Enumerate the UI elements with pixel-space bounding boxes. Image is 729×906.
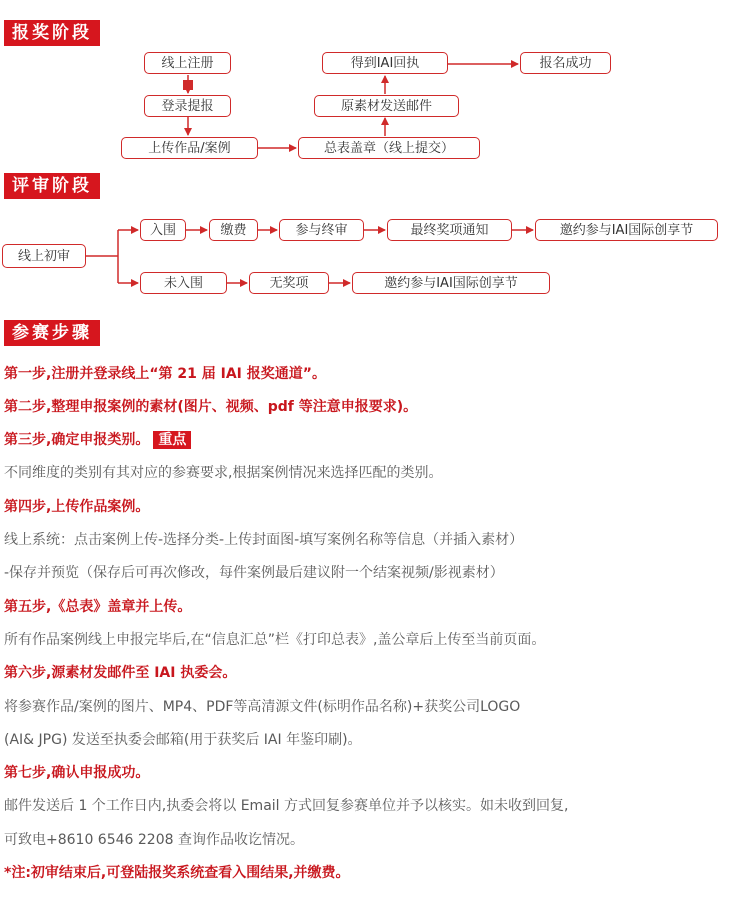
step-5: 第五步,《总表》盖章并上传。 bbox=[4, 599, 192, 615]
step-7-desc-2: 可致电+8610 6546 2208 查询作品收讫情况。 bbox=[4, 832, 304, 848]
node-summary-stamp: 总表盖章（线上提交） bbox=[298, 137, 480, 159]
node-pay-fee: 缴费 bbox=[209, 219, 258, 241]
step-1: 第一步,注册并登录线上“第 21 届 IAI 报奖通道”。 bbox=[4, 366, 326, 382]
node-invite-1: 邀约参与IAI国际创享节 bbox=[535, 219, 718, 241]
node-online-first-review: 线上初审 bbox=[2, 244, 86, 268]
step-4: 第四步,上传作品案例。 bbox=[4, 499, 150, 515]
step-3-text: 第三步,确定申报类别。 bbox=[4, 432, 150, 448]
step-6-desc-2: (AI& JPG) 发送至执委会邮箱(用于获奖后 IAI 年鉴印刷)。 bbox=[4, 732, 362, 748]
step-6-desc-1: 将参赛作品/案例的图片、MP4、PDF等高清源文件(标明作品名称)+获奖公司LOGO bbox=[4, 699, 521, 715]
node-receipt: 得到IAI回执 bbox=[322, 52, 448, 74]
note: *注:初审结束后,可登陆报奖系统查看入围结果,并缴费。 bbox=[4, 865, 350, 881]
section-header-steps: 参赛步骤 bbox=[4, 320, 100, 346]
step-7-desc-1: 邮件发送后 1 个工作日内,执委会将以 Email 方式回复参赛单位并予以核实。如未收到回复, bbox=[4, 798, 569, 814]
node-not-shortlisted: 未入围 bbox=[140, 272, 227, 294]
section-header-award: 报奖阶段 bbox=[4, 20, 100, 46]
step-4-desc-2: -保存并预览（保存后可再次修改，每件案例最后建议附一个结案视频/影视素材） bbox=[4, 565, 504, 581]
step-5-desc: 所有作品案例线上申报完毕后,在“信息汇总”栏《打印总表》,盖公章后上传至当前页面。 bbox=[4, 632, 546, 648]
node-shortlisted: 入围 bbox=[140, 219, 186, 241]
node-invite-2: 邀约参与IAI国际创享节 bbox=[352, 272, 550, 294]
node-final-review: 参与终审 bbox=[279, 219, 364, 241]
section-header-review: 评审阶段 bbox=[4, 173, 100, 199]
step-3-desc: 不同维度的类别有其对应的参赛要求,根据案例情况来选择匹配的类别。 bbox=[4, 465, 443, 481]
node-mail-materials: 原素材发送邮件 bbox=[314, 95, 459, 117]
step-3 bbox=[4, 429, 191, 449]
node-login-submit: 登录提报 bbox=[144, 95, 231, 117]
node-no-award: 无奖项 bbox=[249, 272, 329, 294]
node-success: 报名成功 bbox=[520, 52, 611, 74]
key-point-badge: 重点 bbox=[153, 431, 191, 449]
step-2: 第二步,整理申报案例的素材(图片、视频、pdf 等注意申报要求)。 bbox=[4, 399, 418, 415]
node-final-notice: 最终奖项通知 bbox=[387, 219, 512, 241]
step-4-desc-1: 线上系统：点击案例上传-选择分类-上传封面图-填写案例名称等信息（并插入素材） bbox=[4, 532, 524, 548]
step-6: 第六步,源素材发邮件至 IAI 执委会。 bbox=[4, 665, 237, 681]
step-7: 第七步,确认申报成功。 bbox=[4, 765, 150, 781]
node-upload-works: 上传作品/案例 bbox=[121, 137, 258, 159]
node-online-register: 线上注册 bbox=[144, 52, 231, 74]
